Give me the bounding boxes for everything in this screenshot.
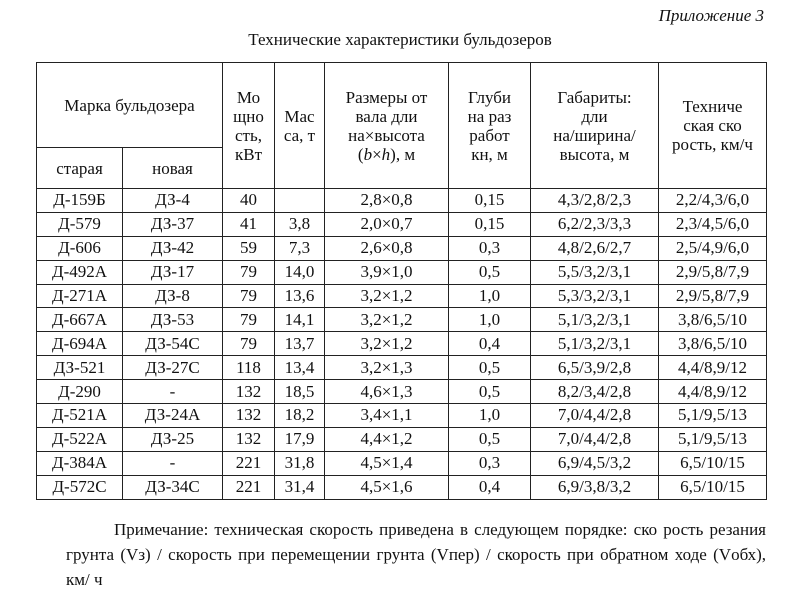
table-cell: 3,2×1,3 xyxy=(325,356,449,380)
table-row xyxy=(37,189,767,213)
table-cell: 40 xyxy=(223,189,275,213)
table-cell: 6,9/3,8/3,2 xyxy=(531,475,659,499)
table-cell: 5,1/3,2/3,1 xyxy=(531,332,659,356)
table-cell: 4,4/8,9/12 xyxy=(659,356,767,380)
table-cell: 0,4 xyxy=(449,332,531,356)
table-cell: ДЗ-17 xyxy=(123,260,223,284)
header-depth: Глуби на раз работ кн, м xyxy=(449,63,531,189)
table-cell: 6,5/10/15 xyxy=(659,475,767,499)
table-row xyxy=(37,308,767,332)
table-cell xyxy=(275,189,325,213)
bulldozer-specs-table xyxy=(36,62,767,500)
table-cell: 2,5/4,9/6,0 xyxy=(659,236,767,260)
table-cell: 0,3 xyxy=(449,236,531,260)
table-cell: 2,8×0,8 xyxy=(325,189,449,213)
table-row xyxy=(37,212,767,236)
table-cell: 3,8 xyxy=(275,212,325,236)
table-cell: 2,0×0,7 xyxy=(325,212,449,236)
table-cell: 3,8/6,5/10 xyxy=(659,308,767,332)
table-cell: Д-606 xyxy=(37,236,123,260)
table-row xyxy=(37,451,767,475)
header-brand: Марка бульдозера xyxy=(37,63,223,148)
table-cell: 0,4 xyxy=(449,475,531,499)
table-cell: Д-271А xyxy=(37,284,123,308)
table-title: Технические характеристики бульдозеров xyxy=(248,30,552,49)
table-row xyxy=(37,404,767,428)
table-cell: 3,2×1,2 xyxy=(325,308,449,332)
table-cell: 3,8/6,5/10 xyxy=(659,332,767,356)
table-cell: 5,5/3,2/3,1 xyxy=(531,260,659,284)
table-cell: 0,5 xyxy=(449,260,531,284)
table-cell: 14,1 xyxy=(275,308,325,332)
table-cell: 2,6×0,8 xyxy=(325,236,449,260)
table-cell: 18,2 xyxy=(275,404,325,428)
table-cell: 2,2/4,3/6,0 xyxy=(659,189,767,213)
header-speed: Техниче ская ско рость, км/ч xyxy=(659,63,767,189)
table-cell: 6,5/3,9/2,8 xyxy=(531,356,659,380)
header-new: новая xyxy=(123,148,223,189)
table-cell: ДЗ-4 xyxy=(123,189,223,213)
table-cell: 6,5/10/15 xyxy=(659,451,767,475)
table-cell: 59 xyxy=(223,236,275,260)
table-cell: 0,3 xyxy=(449,451,531,475)
table-cell: Д-667А xyxy=(37,308,123,332)
table-cell: 13,4 xyxy=(275,356,325,380)
table-row xyxy=(37,236,767,260)
table-cell: 1,0 xyxy=(449,284,531,308)
table-cell: 4,5×1,4 xyxy=(325,451,449,475)
table-cell: ДЗ-34С xyxy=(123,475,223,499)
table-cell: 4,4/8,9/12 xyxy=(659,380,767,404)
table-cell: 6,9/4,5/3,2 xyxy=(531,451,659,475)
header-dims: Габариты: дли на/ширина/ высота, м xyxy=(531,63,659,189)
table-cell: 17,9 xyxy=(275,427,325,451)
table-cell: 13,7 xyxy=(275,332,325,356)
table-cell: 0,15 xyxy=(449,212,531,236)
table-cell: 6,2/2,3/3,3 xyxy=(531,212,659,236)
table-cell: 3,4×1,1 xyxy=(325,404,449,428)
table-cell: 2,3/4,5/6,0 xyxy=(659,212,767,236)
table-cell: Д-572С xyxy=(37,475,123,499)
table-cell: 5,1/9,5/13 xyxy=(659,427,767,451)
table-cell: 0,5 xyxy=(449,380,531,404)
table-cell: Д-290 xyxy=(37,380,123,404)
table-row xyxy=(37,380,767,404)
table-cell: 79 xyxy=(223,332,275,356)
table-cell: Д-522А xyxy=(37,427,123,451)
table-cell: 118 xyxy=(223,356,275,380)
table-row xyxy=(37,356,767,380)
table-row xyxy=(37,260,767,284)
table-cell: Д-579 xyxy=(37,212,123,236)
table-cell: 4,5×1,6 xyxy=(325,475,449,499)
table-cell: ДЗ-25 xyxy=(123,427,223,451)
table-cell: 4,4×1,2 xyxy=(325,427,449,451)
header-power: Мо щно сть, кВт xyxy=(223,63,275,189)
table-cell: 221 xyxy=(223,451,275,475)
table-cell: Д-694А xyxy=(37,332,123,356)
table-row xyxy=(37,427,767,451)
table-cell: ДЗ-37 xyxy=(123,212,223,236)
table-cell: 3,2×1,2 xyxy=(325,332,449,356)
table-cell: 3,2×1,2 xyxy=(325,284,449,308)
table-cell: 1,0 xyxy=(449,308,531,332)
table-cell: ДЗ-53 xyxy=(123,308,223,332)
table-cell: ДЗ-521 xyxy=(37,356,123,380)
table-cell: 14,0 xyxy=(275,260,325,284)
appendix-label: Приложение 3 xyxy=(658,6,764,25)
table-cell: 1,0 xyxy=(449,404,531,428)
table-cell: ДЗ-24А xyxy=(123,404,223,428)
table-cell: - xyxy=(123,451,223,475)
table-cell: 8,2/3,4/2,8 xyxy=(531,380,659,404)
header-old: старая xyxy=(37,148,123,189)
table-cell: ДЗ-8 xyxy=(123,284,223,308)
table-cell: Д-521А xyxy=(37,404,123,428)
table-cell: 41 xyxy=(223,212,275,236)
table-cell: 18,5 xyxy=(275,380,325,404)
footnote-text: Примечание: техническая скорость приведена в следующем порядке: ско рость резания грунта (Vз) / скорость при перемещении грунта (Vпер) / скорость при обратном ходе (Vобх), км/ ч xyxy=(66,520,766,589)
table-cell: 7,0/4,4/2,8 xyxy=(531,427,659,451)
table-cell: 5,3/3,2/3,1 xyxy=(531,284,659,308)
table-cell: 7,3 xyxy=(275,236,325,260)
table-cell: 13,6 xyxy=(275,284,325,308)
table-cell: 4,3/2,8/2,3 xyxy=(531,189,659,213)
table-cell: 2,9/5,8/7,9 xyxy=(659,284,767,308)
table-cell: 0,5 xyxy=(449,356,531,380)
table-cell: ДЗ-54С xyxy=(123,332,223,356)
table-row xyxy=(37,475,767,499)
table-row xyxy=(37,332,767,356)
table-cell: Д-492А xyxy=(37,260,123,284)
table-cell: 4,6×1,3 xyxy=(325,380,449,404)
table-cell: Д-384А xyxy=(37,451,123,475)
table-cell: 79 xyxy=(223,260,275,284)
table-cell: 5,1/9,5/13 xyxy=(659,404,767,428)
table-cell: 132 xyxy=(223,404,275,428)
table-cell: ДЗ-42 xyxy=(123,236,223,260)
table-cell: 0,5 xyxy=(449,427,531,451)
table-cell: 79 xyxy=(223,308,275,332)
table-cell: 79 xyxy=(223,284,275,308)
table-cell: 132 xyxy=(223,380,275,404)
table-cell: 3,9×1,0 xyxy=(325,260,449,284)
table-cell: 221 xyxy=(223,475,275,499)
header-blade: Размеры от вала дли на×высота (b×h), м xyxy=(325,63,449,189)
footnote xyxy=(66,517,766,592)
table-row xyxy=(37,284,767,308)
table-cell: 4,8/2,6/2,7 xyxy=(531,236,659,260)
table-cell: 31,4 xyxy=(275,475,325,499)
table-cell: ДЗ-27С xyxy=(123,356,223,380)
table-cell: 2,9/5,8/7,9 xyxy=(659,260,767,284)
table-cell: Д-159Б xyxy=(37,189,123,213)
table-cell: 0,15 xyxy=(449,189,531,213)
header-mass: Мас са, т xyxy=(275,63,325,189)
table-cell: 132 xyxy=(223,427,275,451)
table-cell: 7,0/4,4/2,8 xyxy=(531,404,659,428)
table-cell: - xyxy=(123,380,223,404)
table-cell: 5,1/3,2/3,1 xyxy=(531,308,659,332)
table-cell: 31,8 xyxy=(275,451,325,475)
